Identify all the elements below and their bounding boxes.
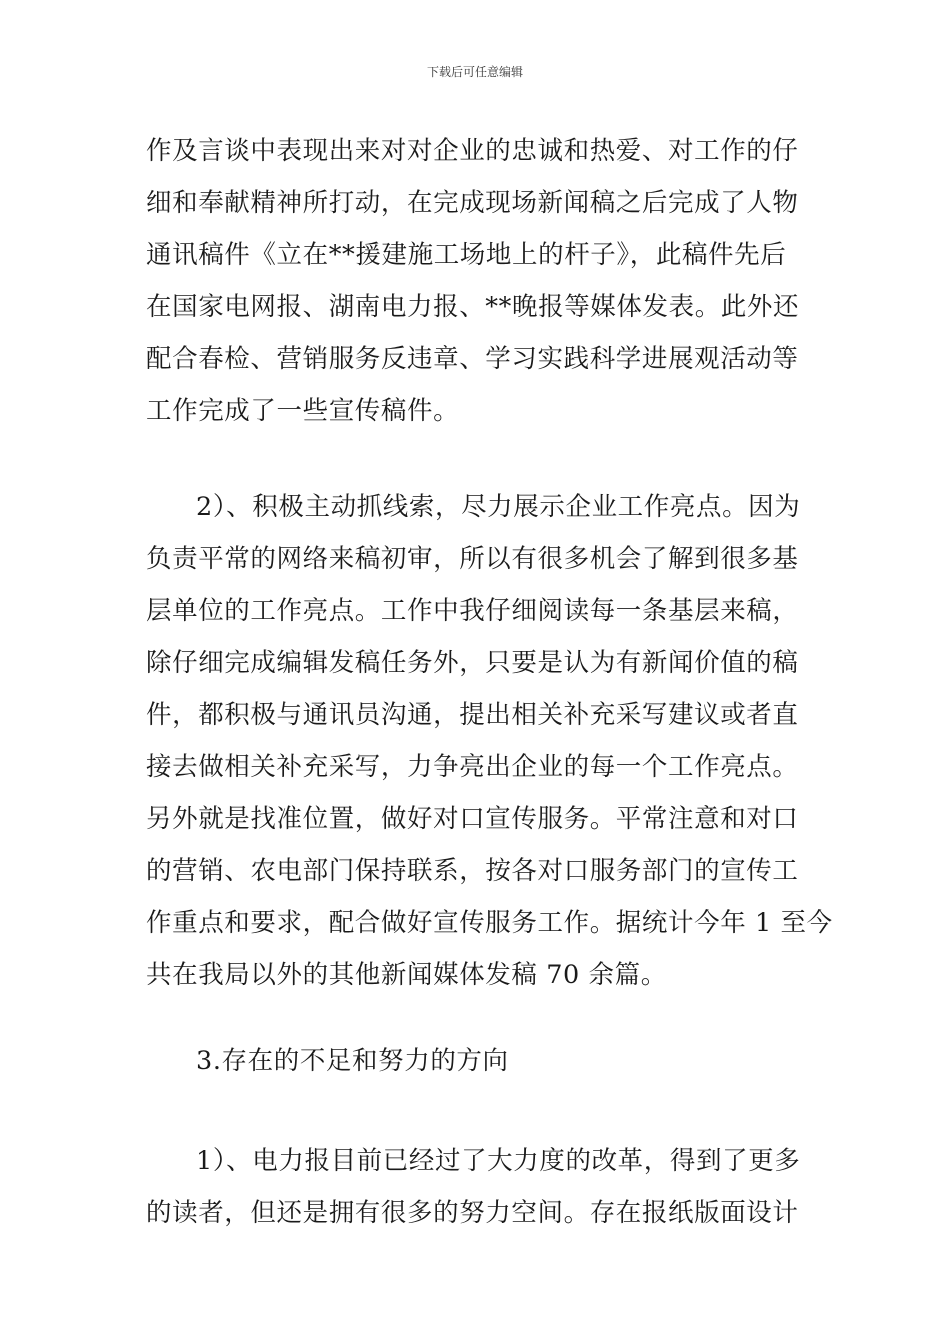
text-line: 工作完成了一些宣传稿件。 [146,396,460,426]
text-line: 接去做相关补充采写，力争亮出企业的每一个工作亮点。 [146,752,799,782]
text-line: 细和奉献精神所打动，在完成现场新闻稿之后完成了人物 [146,188,799,218]
text-line: 配合春检、营销服务反违章、学习实践科学进展观活动等 [146,344,799,374]
paragraph-start-line: 2）、积极主动抓线索，尽力展示企业工作亮点。因为 [196,492,801,522]
text-line: 作重点和要求，配合做好宣传服务工作。据统计今年 1 至今 [146,908,833,938]
text-line: 负责平常的网络来稿初审，所以有很多机会了解到很多基 [146,544,799,574]
text-line: 的营销、农电部门保持联系，按各对口服务部门的宣传工 [146,856,799,886]
text-line: 层单位的工作亮点。工作中我仔细阅读每一条基层来稿， [146,596,799,626]
section-heading: 3.存在的不足和努力的方向 [196,1046,509,1076]
text-line: 共在我局以外的其他新闻媒体发稿 70 余篇。 [146,960,667,990]
text-line: 另外就是找准位置，做好对口宣传服务。平常注意和对口 [146,804,799,834]
text-line: 的读者，但还是拥有很多的努力空间。存在报纸版面设计 [146,1198,799,1228]
paragraph-start-line: 1）、电力报目前已经过了大力度的改革，得到了更多 [196,1146,801,1176]
text-line: 件，都积极与通讯员沟通，提出相关补充采写建议或者直 [146,700,799,730]
text-line: 作及言谈中表现出来对对企业的忠诚和热爱、对工作的仔 [146,136,799,166]
text-line: 在国家电网报、湖南电力报、**晚报等媒体发表。此外还 [146,292,800,322]
header-note: 下载后可任意编辑 [426,65,523,79]
text-line: 通讯稿件《立在**援建施工场地上的杆子》，此稿件先后 [146,240,787,270]
text-line: 除仔细完成编辑发稿任务外，只要是认为有新闻价值的稿 [146,648,799,678]
